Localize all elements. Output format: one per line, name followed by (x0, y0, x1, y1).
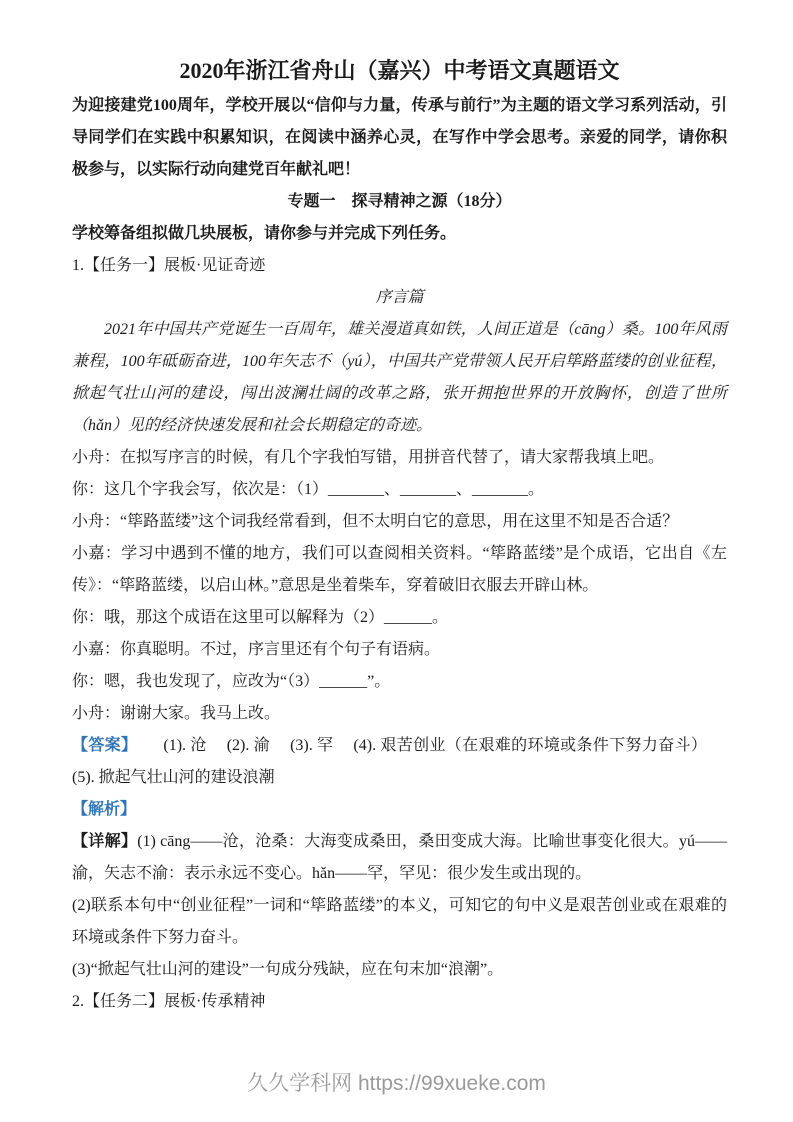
analysis-label: 【解析】 (72, 801, 137, 818)
detail-paragraph-3: (3)“掀起气壮山河的建设”一句成分残缺，应在句末加“浪潮”。 (72, 961, 504, 978)
analysis-line (72, 794, 727, 826)
answer-item-1: (1). 沧 (163, 737, 207, 754)
detail-paragraph-1 (72, 826, 727, 890)
dialogue-line-xiaozhou-3: 小舟：谢谢大家。我马上改。 (72, 705, 281, 722)
answer-item-5: (5). 掀起气壮山河的建设浪潮 (72, 769, 275, 786)
task1-label: 1.【任务一】展板·见证奇迹 (72, 257, 266, 274)
answer-item-3: (3). 罕 (290, 737, 334, 754)
page-title: 2020年浙江省舟山（嘉兴）中考语文真题语文 (179, 58, 620, 83)
dialogue-line-xiaozhou-2: 小舟：“筚路蓝缕”这个词我经常看到，但不太明白它的意思，用在这里不知是否合适？ (72, 513, 679, 530)
detail-paragraph-2: (2)联系本句中“创业征程”一词和“筚路蓝缕”的本义，可知它的句中义是艰苦创业或在艰难的环境或条件下努力奋斗。 (72, 897, 727, 946)
dialogue-line-you-2-with-blank: 你：哦，那这个成语在这里可以解释为（2）______。 (72, 609, 449, 626)
answer-line (72, 730, 727, 794)
detail-text-1: (1) cāng——沧，沧桑：大海变成桑田，桑田变成大海。比喻世事变化很大。yú——渝，矢志不渝：表示永远不变心。hǎn——罕，罕见：很少发生或出现的。 (72, 833, 727, 882)
section-heading: 专题一 探寻精神之源（18分） (287, 193, 512, 210)
section-intro: 学校筹备组拟做几块展板，请你参与并完成下列任务。 (72, 225, 457, 242)
dialogue-line-xiaozhou-1: 小舟：在拟写序言的时候，有几个字我怕写错，用拼音代替了，请大家帮我填上吧。 (72, 449, 665, 466)
dialogue-line-you-3-with-blank: 你：嗯，我也发现了，应改为“（3）______”。 (72, 673, 391, 690)
preface-title: 序言篇 (375, 289, 424, 306)
intro-paragraph: 为迎接建党100周年，学校开展以“信仰与力量，传承与前行”为主题的语文学习系列活动，引导同学们在实践中积累知识，在阅读中涵养心灵，在写作中学会思考。亲爱的同学，请你积极参与，以实际行动向建党百年献礼吧！ (72, 97, 727, 178)
dialogue-line-xiajia-2: 小嘉：你真聪明。不过，序言里还有个句子有语病。 (72, 641, 441, 658)
dialogue-line-xiajia-1: 小嘉：学习中遇到不懂的地方，我们可以查阅相关资料。“筚路蓝缕”是个成语，它出自《左传》：“筚路蓝缕，以启山林。”意思是坐着柴车，穿着破旧衣服去开辟山林。 (72, 545, 727, 594)
preface-paragraph: 2021年中国共产党诞生一百周年，雄关漫道真如铁，人间正道是（cāng）桑。100年风雨兼程，100年砥砺奋进，100年矢志不（yú），中国共产党带领人民开启筚路蓝缕的创业征程，掀起气壮山河的建设，闯出波澜壮阔的改革之路，张开拥抱世界的开放胸怀，创造了世所（hǎn）见的经济快速发展和社会长期稳定的奇迹。 (72, 321, 727, 434)
answer-item-4: (4). 艰苦创业（在艰难的环境或条件下努力奋斗） (353, 737, 707, 754)
task2-label: 2.【任务二】展板·传承精神 (72, 993, 266, 1010)
detail-label: 【详解】 (72, 833, 138, 850)
answer-item-2: (2). 渝 (226, 737, 271, 754)
answer-label: 【答案】 (72, 737, 138, 754)
dialogue-line-you-1-with-blanks: 你：这几个字我会写，依次是：（1）_______、_______、_______。 (72, 481, 545, 498)
footer-watermark: 久久学科网 https://99xueke.com (247, 1072, 546, 1095)
